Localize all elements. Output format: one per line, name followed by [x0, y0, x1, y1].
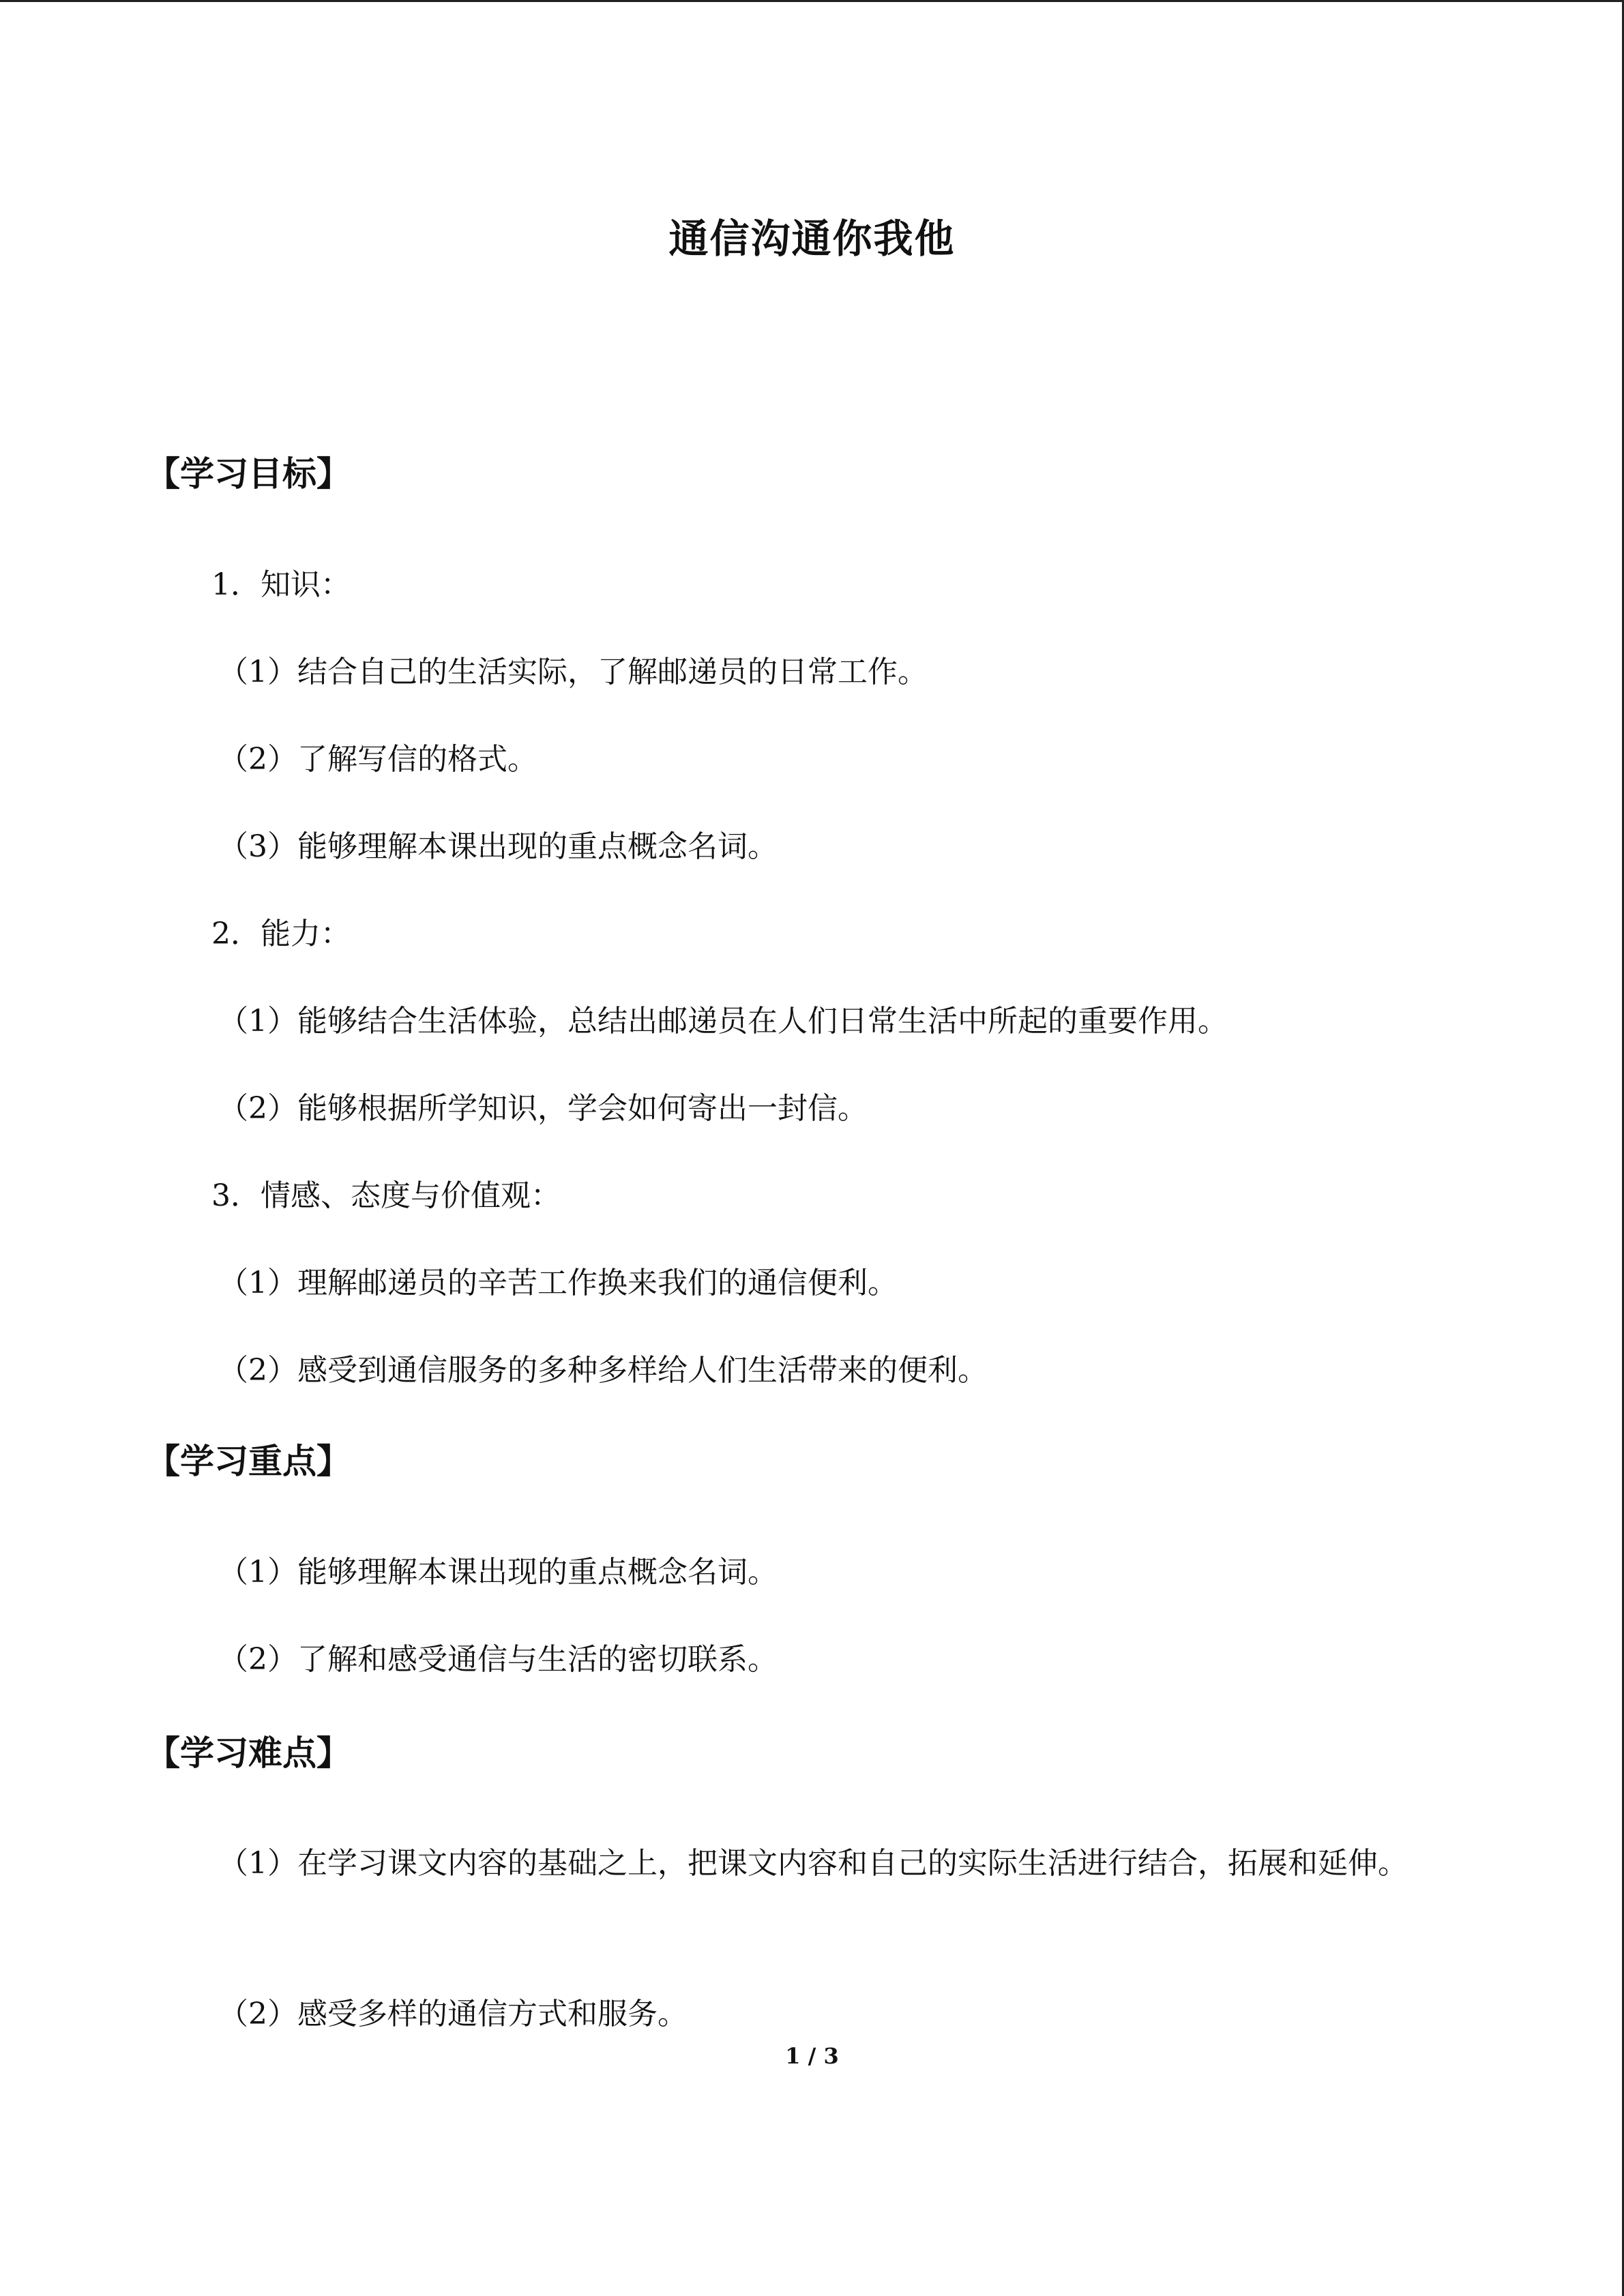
section-heading-key-points: 【学习重点】: [146, 1442, 351, 1481]
ability-label: 2．能力：: [211, 916, 351, 951]
top-border: [0, 0, 1624, 2]
list-item: （2）能够根据所学知识，学会如何寄出一封信。: [218, 1091, 868, 1126]
paragraph: （1）在学习课文内容的基础之上，把课文内容和自己的实际生活进行结合，拓展和延伸。: [218, 1846, 1408, 1881]
list-item: （2）感受到通信服务的多种多样给人们生活带来的便利。: [218, 1353, 988, 1388]
list-item: （2）感受多样的通信方式和服务。: [218, 1997, 688, 2031]
section-heading-difficulties: 【学习难点】: [146, 1733, 351, 1773]
list-item: （1）能够理解本课出现的重点概念名词。: [218, 1555, 778, 1590]
emotion-label: 3．情感、态度与价值观：: [211, 1178, 561, 1213]
list-item: （2）了解写信的格式。: [218, 742, 537, 777]
list-item: （1）能够结合生活体验，总结出邮递员在人们日常生活中所起的重要作用。: [218, 1004, 1228, 1039]
list-item: （1）理解邮递员的辛苦工作换来我们的通信便利。: [218, 1266, 898, 1300]
page-title: 通信沟通你我他: [668, 215, 956, 262]
list-item: （2）了解和感受通信与生活的密切联系。: [218, 1642, 778, 1677]
section-heading-objectives: 【学习目标】: [146, 454, 351, 494]
page-number: 1 / 3: [785, 2043, 839, 2069]
list-item: （3）能够理解本课出现的重点概念名词。: [218, 829, 778, 864]
list-item: （1）结合自己的生活实际，了解邮递员的日常工作。: [218, 655, 928, 689]
knowledge-label: 1．知识：: [211, 567, 351, 602]
